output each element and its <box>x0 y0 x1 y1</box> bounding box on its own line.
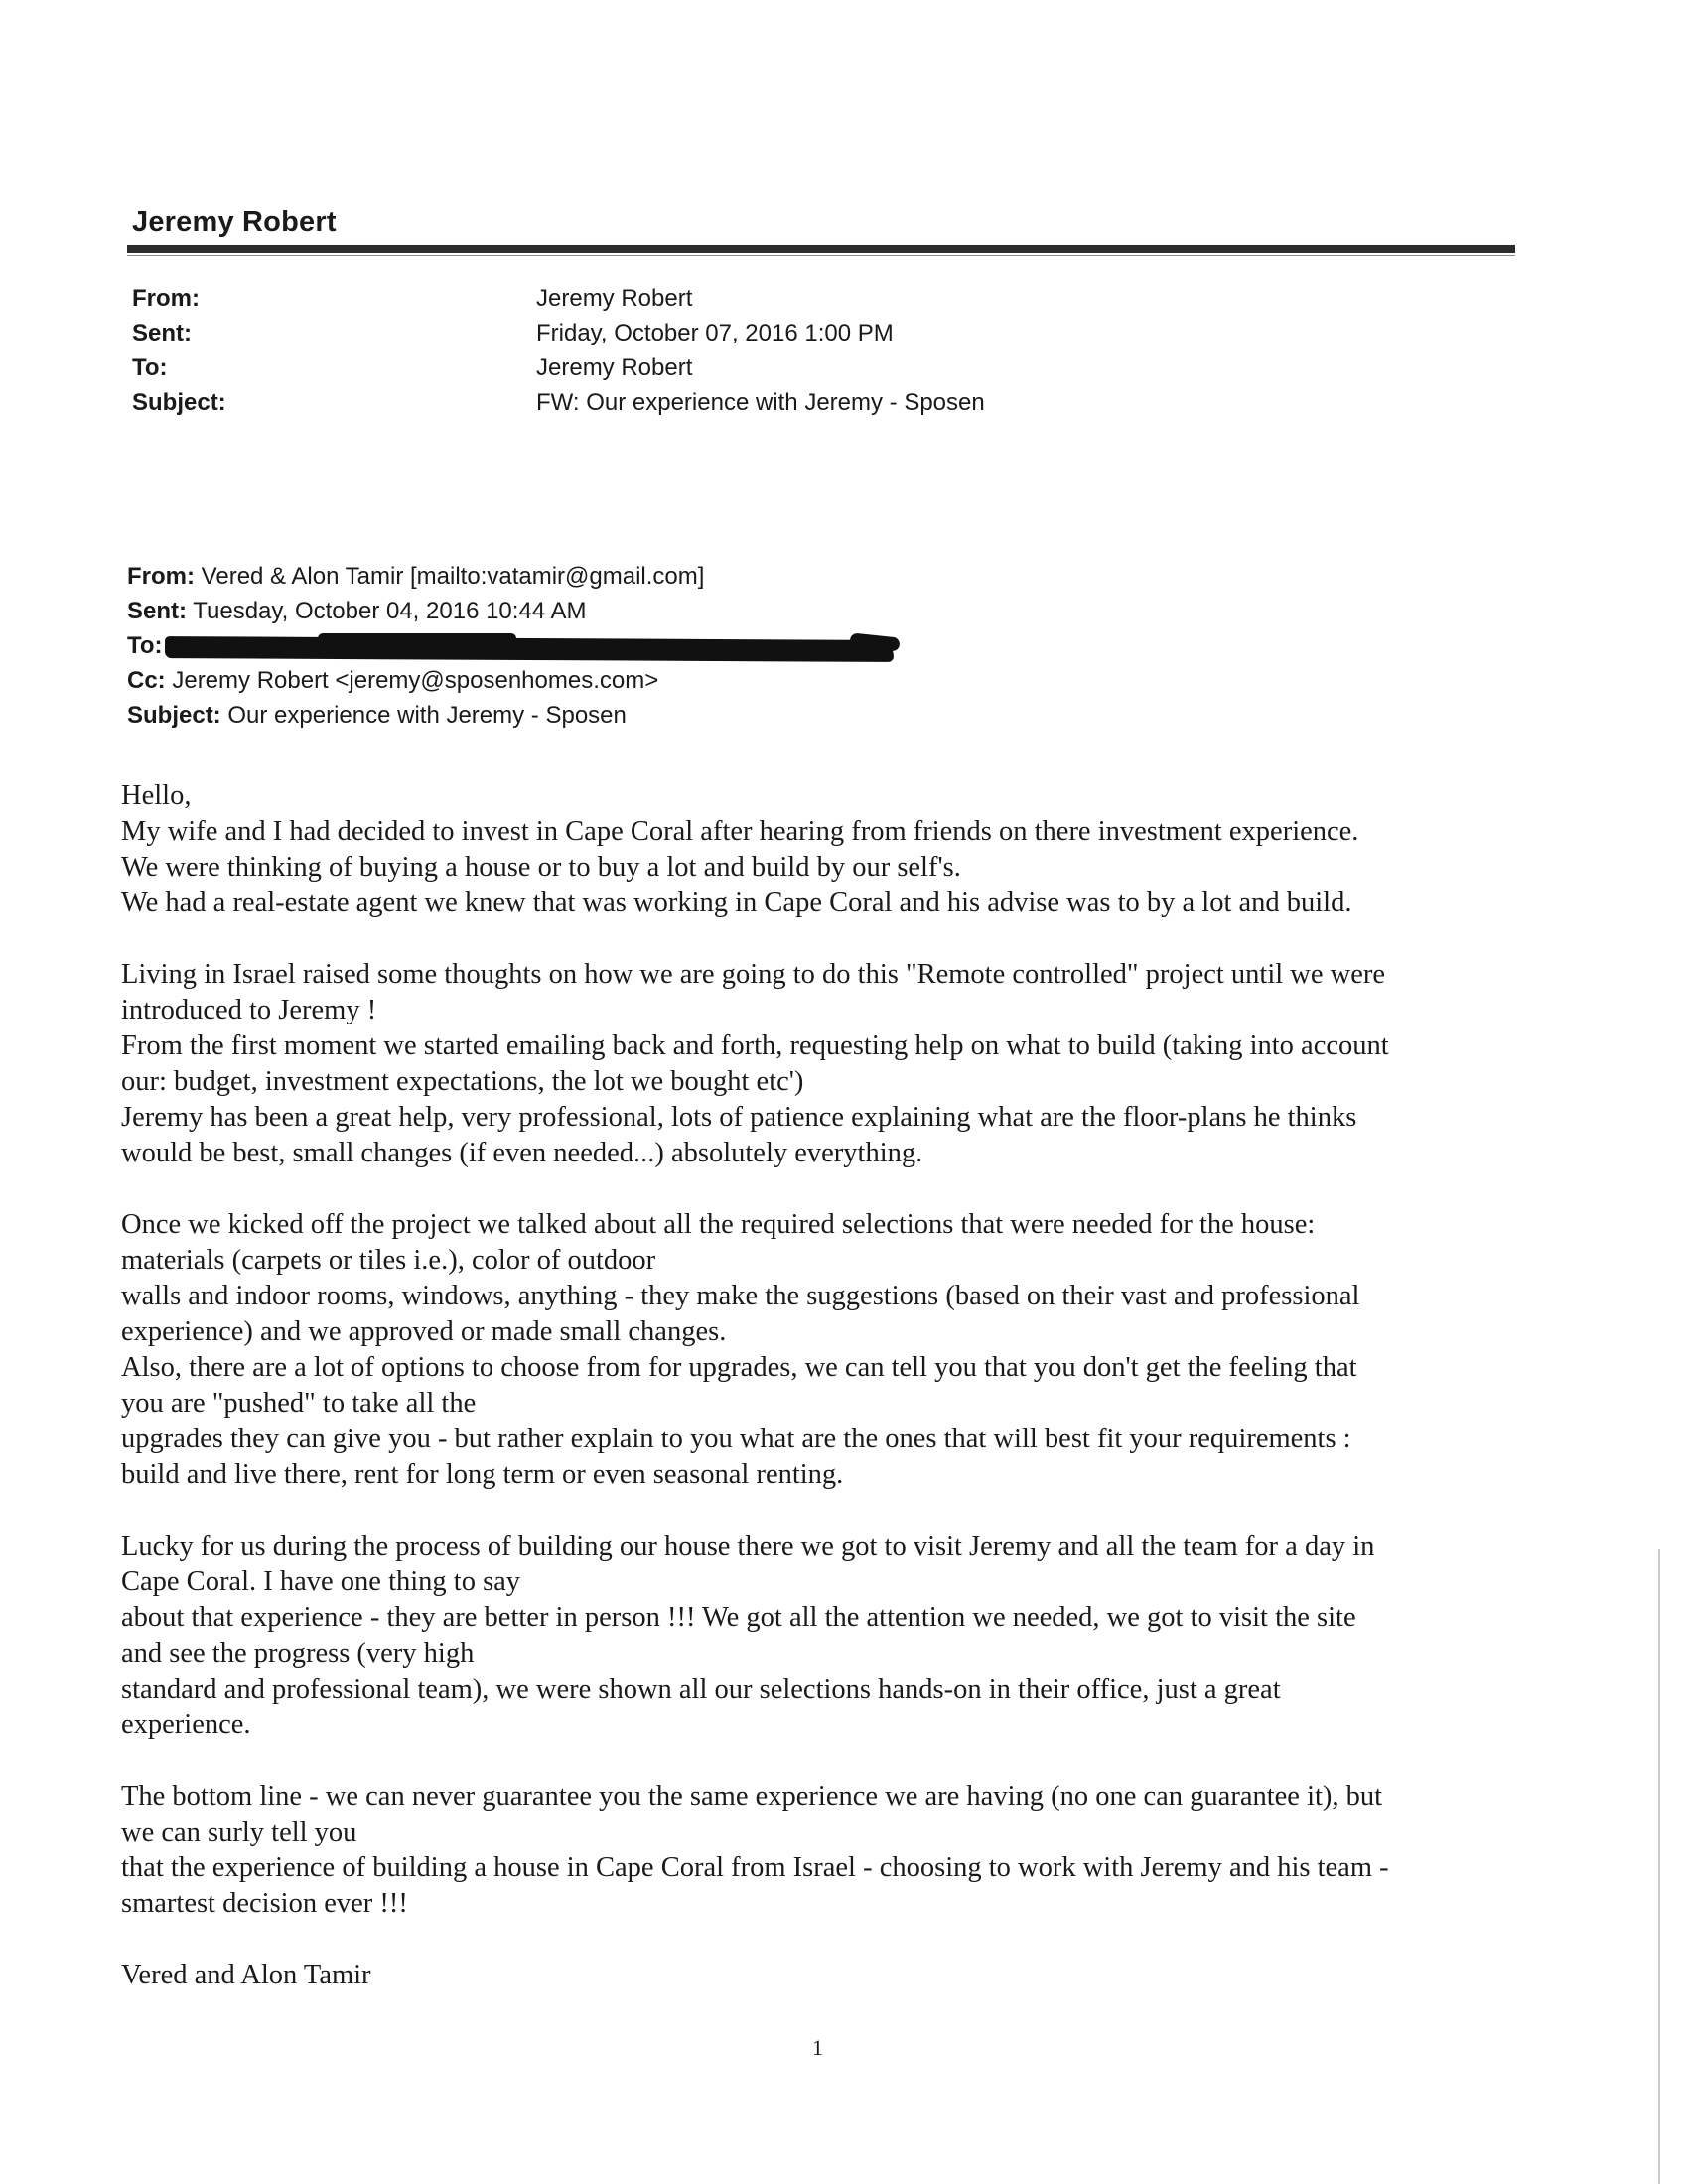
header-sent-label: Sent: <box>132 320 192 346</box>
fwd-sent-label: Sent: <box>127 598 187 624</box>
greeting: Hello, <box>121 780 192 811</box>
body-line: Cape Coral. I have one thing to say <box>121 1567 521 1597</box>
header-from-value: Jeremy Robert <box>536 285 693 312</box>
fwd-to-label: To: <box>127 632 163 659</box>
fwd-sent-line <box>127 598 586 625</box>
body-line: we can surly tell you <box>121 1817 357 1847</box>
body-line: introduced to Jeremy ! <box>121 995 377 1025</box>
body-line: Also, there are a lot of options to choose from for upgrades, we can tell you that you don't get the feeling that <box>121 1352 1357 1383</box>
body-line: would be best, small changes (if even needed...) absolutely everything. <box>121 1138 923 1168</box>
body-line: Living in Israel raised some thoughts on how we are going to do this "Remote controlled" project until we were <box>121 959 1386 990</box>
title-divider-thin <box>127 255 1515 256</box>
body-line: The bottom line - we can never guarantee you the same experience we are having (no one can guarantee it), but <box>121 1781 1383 1812</box>
body-line: build and live there, rent for long term or even seasonal renting. <box>121 1459 844 1490</box>
body-line: We were thinking of buying a house or to buy a lot and build by our self's. <box>121 852 961 883</box>
body-line: upgrades they can give you - but rather explain to you what are the ones that will best fit your requirements : <box>121 1424 1351 1454</box>
body-line: walls and indoor rooms, windows, anything - they make the suggestions (based on their vast and professional <box>121 1281 1360 1311</box>
header-to-label: To: <box>132 354 168 381</box>
body-line: Once we kicked off the project we talked about all the required selections that were needed for the house: <box>121 1209 1316 1240</box>
fwd-subject-label: Subject: <box>127 702 221 729</box>
email-body <box>121 778 1541 1993</box>
sender-title: Jeremy Robert <box>132 206 337 238</box>
body-line: you are "pushed" to take all the <box>121 1388 477 1419</box>
page-number: 1 <box>812 2035 823 2060</box>
body-line: standard and professional team), we were shown all our selections hands-on in their office, just a great <box>121 1674 1281 1705</box>
header-subject-label: Subject: <box>132 389 226 416</box>
fwd-to-line <box>127 632 163 660</box>
title-divider <box>127 245 1515 253</box>
body-line: our: budget, investment expectations, the lot we bought etc') <box>121 1066 804 1097</box>
header-from-label: From: <box>132 285 200 312</box>
body-line: smartest decision ever !!! <box>121 1888 408 1919</box>
fwd-sent-value: Tuesday, October 04, 2016 10:44 AM <box>187 598 587 624</box>
fwd-from-line <box>127 563 704 591</box>
scan-edge-line <box>1658 1549 1660 2184</box>
fwd-from-value: Vered & Alon Tamir [mailto:vatamir@gmail.com] <box>195 563 705 590</box>
body-line: experience. <box>121 1709 251 1740</box>
header-sent-value: Friday, October 07, 2016 1:00 PM <box>536 320 894 346</box>
body-line: and see the progress (very high <box>121 1638 475 1669</box>
body-line: materials (carpets or tiles i.e.), color of outdoor <box>121 1245 656 1276</box>
body-line: about that experience - they are better in person !!! We got all the attention we needed, we got to visit the site <box>121 1602 1356 1633</box>
fwd-from-label: From: <box>127 563 195 590</box>
body-line: From the first moment we started emailing back and forth, requesting help on what to build (taking into account <box>121 1030 1389 1061</box>
body-line: that the experience of building a house in Cape Coral from Israel - choosing to work with Jeremy and his team - <box>121 1852 1389 1883</box>
signature: Vered and Alon Tamir <box>121 1960 371 1990</box>
body-line: experience) and we approved or made small changes. <box>121 1316 727 1347</box>
fwd-cc-label: Cc: <box>127 667 166 694</box>
body-line: My wife and I had decided to invest in Cape Coral after hearing from friends on there investment experience. <box>121 816 1359 847</box>
body-line: We had a real-estate agent we knew that was working in Cape Coral and his advise was to by a lot and build. <box>121 887 1352 918</box>
header-to-value: Jeremy Robert <box>536 354 693 381</box>
header-subject-value: FW: Our experience with Jeremy - Sposen <box>536 389 985 416</box>
fwd-cc-line <box>127 667 658 695</box>
fwd-cc-value: Jeremy Robert <jeremy@sposenhomes.com> <box>165 667 659 694</box>
fwd-subject-line <box>127 702 627 730</box>
body-line: Lucky for us during the process of building our house there we got to visit Jeremy and all the team for a day in <box>121 1531 1375 1562</box>
body-line: Jeremy has been a great help, very professional, lots of patience explaining what are the floor-plans he thinks <box>121 1102 1357 1133</box>
redaction-bar <box>165 636 894 662</box>
fwd-subject-value: Our experience with Jeremy - Sposen <box>220 702 627 729</box>
